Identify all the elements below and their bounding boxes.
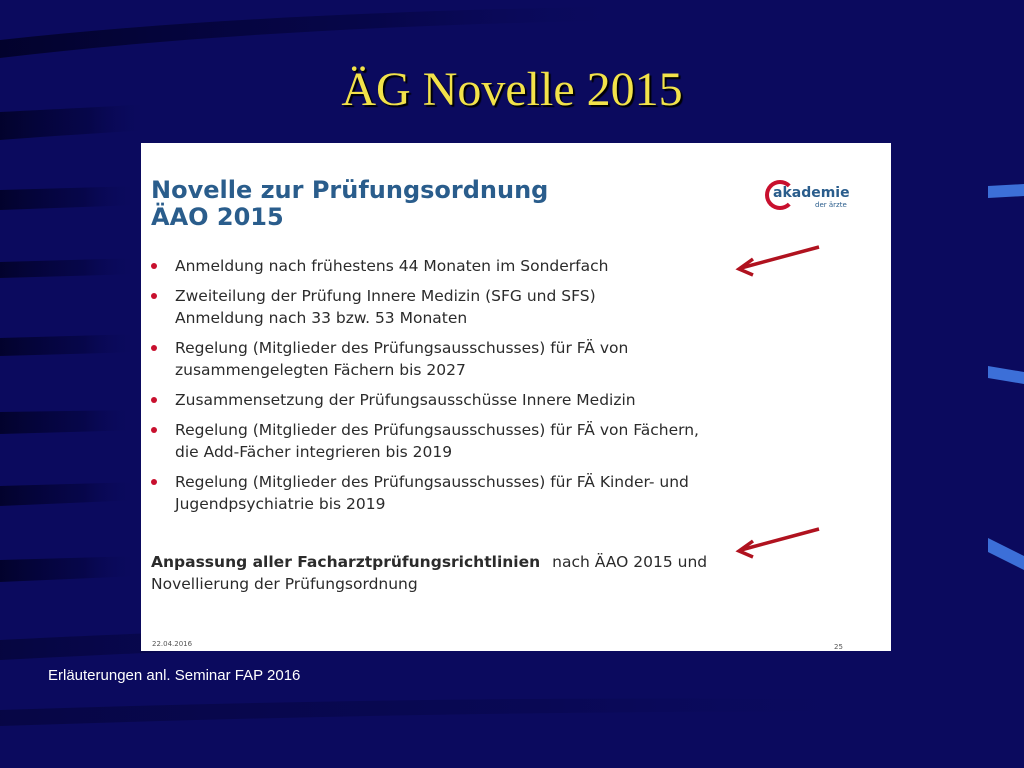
- bullet-line: Regelung (Mitglieder des Prüfungsausschusses) für FÄ von Fächern,: [175, 421, 699, 439]
- embedded-title: [151, 177, 741, 231]
- bullet-item: [149, 285, 849, 329]
- bullet-line: Regelung (Mitglieder des Prüfungsausschusses) für FÄ Kinder- und: [175, 473, 689, 491]
- embedded-slide-image: [141, 143, 891, 651]
- bullet-line: Regelung (Mitglieder des Prüfungsausschusses) für FÄ von: [175, 339, 629, 357]
- bullet-line: die Add-Fächer integrieren bis 2019: [175, 443, 453, 461]
- slide-title: ÄG Novelle 2015: [341, 63, 683, 116]
- bullet-dot-icon: [151, 427, 157, 433]
- bullet-dot-icon: [151, 345, 157, 351]
- embedded-title-line1: Novelle zur Prüfungsordnung: [151, 176, 549, 204]
- bullet-item: [149, 337, 849, 381]
- bullet-line: Anmeldung nach frühestens 44 Monaten im Sonderfach: [175, 257, 609, 275]
- note-bold-text: Anpassung aller Facharztprüfungsrichtlinien: [151, 553, 541, 571]
- bullet-line: zusammengelegten Fächern bis 2027: [175, 361, 466, 379]
- footer-date: 22.04.2016: [152, 640, 193, 648]
- bullet-line: Jugendpsychiatrie bis 2019: [175, 495, 386, 513]
- bullet-item: [149, 389, 849, 411]
- embedded-title-line2: ÄAO 2015: [151, 203, 284, 231]
- bullet-dot-icon: [151, 479, 157, 485]
- footer-page-number: 25: [834, 643, 843, 651]
- logo-subtitle: der ärzte: [815, 201, 847, 209]
- bullet-item: [149, 419, 849, 463]
- red-arrow-icon: [731, 243, 831, 279]
- slide-caption: Erläuterungen anl. Seminar FAP 2016: [48, 667, 301, 684]
- note-line2: Novellierung der Prüfungsordnung: [151, 575, 418, 593]
- akademie-logo: [765, 178, 867, 218]
- logo-word: akademie: [773, 185, 850, 201]
- bullet-line: Zusammensetzung der Prüfungsausschüsse Innere Medizin: [175, 391, 636, 409]
- red-arrow-icon: [731, 525, 831, 561]
- bullet-line: Anmeldung nach 33 bzw. 53 Monaten: [175, 309, 468, 327]
- bullet-item: [149, 471, 849, 515]
- bullet-dot-icon: [151, 293, 157, 299]
- bullet-list: [149, 255, 849, 523]
- note-rest-text: nach ÄAO 2015 und: [552, 553, 708, 571]
- bullet-line: Zweiteilung der Prüfung Innere Medizin (SFG und SFS): [175, 287, 596, 305]
- bullet-dot-icon: [151, 263, 157, 269]
- bullet-dot-icon: [151, 397, 157, 403]
